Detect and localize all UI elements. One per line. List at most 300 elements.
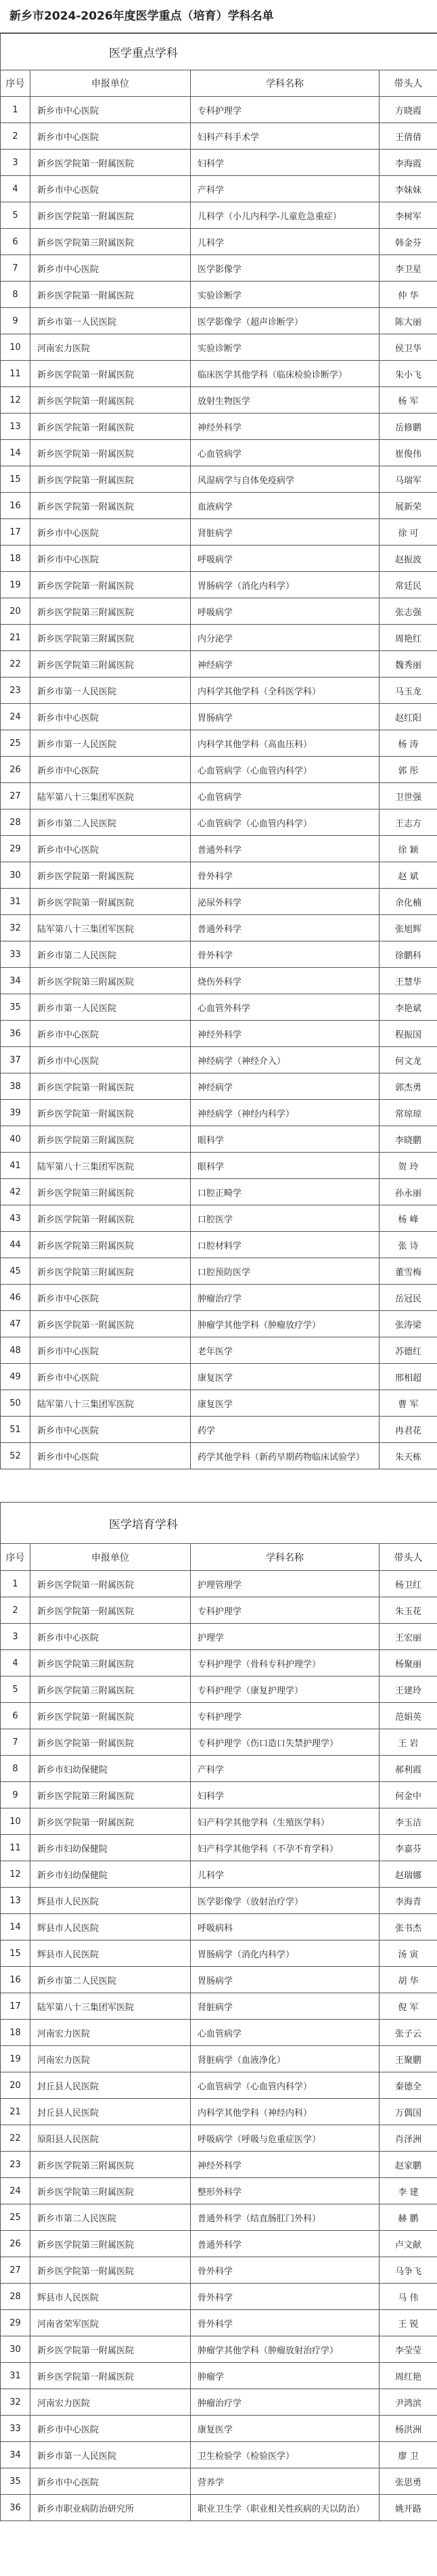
table-row: [1, 1993, 437, 2020]
cell-leader: 贺 玲: [380, 1153, 437, 1179]
section-title-row: [1, 34, 437, 70]
table-header-row: [1, 70, 437, 97]
cell-leader: 何金中: [380, 1782, 437, 1808]
cell-no: 49: [1, 1364, 30, 1390]
table-row: [1, 97, 437, 123]
header-leader: 带头人: [380, 70, 437, 97]
cell-leader: 李树军: [380, 202, 437, 229]
cell-leader: 杨卫红: [380, 1571, 437, 1597]
cell-unit: 新乡市中心医院: [30, 176, 191, 202]
cell-no: 33: [1, 941, 30, 968]
cell-leader: 张 诗: [380, 1232, 437, 1258]
cell-no: 31: [1, 889, 30, 915]
cell-leader: 周艳红: [380, 625, 437, 651]
cell-unit: 新乡医学院第三附属医院: [30, 968, 191, 994]
cell-leader: 郭 彤: [380, 757, 437, 783]
cell-name: 普通外科学: [191, 2231, 380, 2257]
table-row: [1, 2468, 437, 2495]
cell-leader: 秦德全: [380, 2072, 437, 2099]
table-row: [1, 176, 437, 202]
header-no: 序号: [1, 70, 30, 97]
cell-name: 呼吸病学（呼吸与危重症医学）: [191, 2125, 380, 2152]
cell-no: 45: [1, 1258, 30, 1285]
cell-unit: 辉县市人民医院: [30, 1914, 191, 1940]
cell-leader: 杨洪洲: [380, 2416, 437, 2442]
cell-unit: 新乡市第一人民医院: [30, 678, 191, 704]
cell-leader: 李莹莹: [380, 2336, 437, 2363]
cell-no: 2: [1, 123, 30, 150]
cell-leader: 李嘉芬: [380, 1835, 437, 1861]
cell-leader: 赵家鹏: [380, 2152, 437, 2178]
table-row: [1, 1073, 437, 1100]
table-row: [1, 1417, 437, 1443]
cell-unit: 新乡市第一人民医院: [30, 2442, 191, 2468]
table-row: [1, 1153, 437, 1179]
table-row: [1, 1390, 437, 1417]
cell-name: 专科护理学: [191, 1703, 380, 1729]
cell-leader: 徐 颖: [380, 836, 437, 862]
cell-name: 泌尿外科学: [191, 889, 380, 915]
cell-no: 27: [1, 2257, 30, 2284]
cell-unit: 新乡医学院第三附属医院: [30, 1258, 191, 1285]
cell-leader: 朱玉花: [380, 1597, 437, 1624]
cell-no: 3: [1, 150, 30, 176]
cell-leader: 姚开路: [380, 2495, 437, 2521]
cell-name: 神经外科学: [191, 1021, 380, 1047]
cell-unit: 河南宏力医院: [30, 2389, 191, 2416]
cell-name: 内科学其他学科（高血压科）: [191, 730, 380, 757]
cell-name: 妇科产科手术学: [191, 123, 380, 150]
cell-unit: 新乡医学院第三附属医院: [30, 1179, 191, 1205]
cell-unit: 新乡医学院第一附属医院: [30, 1205, 191, 1232]
cell-name: 专科护理学: [191, 97, 380, 123]
document-title: 新乡市2024-2026年度医学重点（培育）学科名单: [0, 0, 437, 33]
cell-no: 20: [1, 2072, 30, 2099]
cell-unit: 新乡市妇幼保健院: [30, 1756, 191, 1782]
table-row: [1, 1100, 437, 1126]
cell-leader: 李海霞: [380, 150, 437, 176]
cell-no: 35: [1, 994, 30, 1021]
cell-leader: 崔俊伟: [380, 440, 437, 466]
cell-name: 护理学: [191, 1624, 380, 1650]
cell-leader: 曹 军: [380, 1390, 437, 1417]
cell-unit: 封丘县人民医院: [30, 2099, 191, 2125]
cell-name: 医学影像学（放射治疗学）: [191, 1888, 380, 1914]
cell-no: 6: [1, 1703, 30, 1729]
table-row: [1, 150, 437, 176]
cell-name: 药学其他学科（新药早期药物临床试验学）: [191, 1443, 380, 1469]
cell-leader: 卫世强: [380, 783, 437, 809]
cell-leader: 卢文献: [380, 2231, 437, 2257]
cell-no: 51: [1, 1417, 30, 1443]
cell-unit: 新乡医学院第一附属医院: [30, 862, 191, 889]
cell-leader: 李海青: [380, 1888, 437, 1914]
cell-leader: 徐鹏科: [380, 941, 437, 968]
cell-leader: 陈大丽: [380, 308, 437, 334]
header-name: 学科名称: [191, 70, 380, 97]
cell-no: 12: [1, 1861, 30, 1888]
table-row: [1, 519, 437, 546]
table-row: [1, 414, 437, 440]
cell-name: 产科学: [191, 1756, 380, 1782]
cell-name: 心血管病学: [191, 2020, 380, 2046]
cell-no: 30: [1, 862, 30, 889]
cell-leader: 王倩倩: [380, 123, 437, 150]
cell-no: 17: [1, 519, 30, 546]
cell-no: 40: [1, 1126, 30, 1153]
cell-unit: 新乡医学院第三附属医院: [30, 1676, 191, 1703]
table-row: [1, 1676, 437, 1703]
cell-unit: 新乡医学院第一附属医院: [30, 2257, 191, 2284]
cell-name: 肾脏病学: [191, 519, 380, 546]
table-row: [1, 625, 437, 651]
cell-no: 29: [1, 2310, 30, 2336]
cell-name: 儿科学: [191, 229, 380, 255]
cell-leader: 王慧华: [380, 968, 437, 994]
table-row: [1, 202, 437, 229]
table-row: [1, 2336, 437, 2363]
cell-unit: 新乡医学院第一附属医院: [30, 493, 191, 519]
cell-name: 烧伤外科学: [191, 968, 380, 994]
table-row: [1, 1337, 437, 1364]
cell-leader: 李艳斌: [380, 994, 437, 1021]
cell-no: 3: [1, 1624, 30, 1650]
cell-name: 医学影像学: [191, 255, 380, 282]
table-header-row: [1, 1544, 437, 1571]
cell-unit: 新乡市中心医院: [30, 2416, 191, 2442]
cell-leader: 赫 鹏: [380, 2204, 437, 2231]
table-row: [1, 678, 437, 704]
cell-unit: 新乡医学院第一附属医院: [30, 466, 191, 493]
cell-no: 25: [1, 730, 30, 757]
cell-leader: 徐 可: [380, 519, 437, 546]
cell-name: 康复医学: [191, 2416, 380, 2442]
cell-leader: 郭杰勇: [380, 1073, 437, 1100]
cell-no: 5: [1, 1676, 30, 1703]
section-gap: [0, 1469, 437, 1502]
cell-name: 普通外科学: [191, 836, 380, 862]
cell-leader: 展新荣: [380, 493, 437, 519]
cell-no: 5: [1, 202, 30, 229]
table-row: [1, 1311, 437, 1337]
cell-no: 22: [1, 651, 30, 678]
cell-leader: 周红艳: [380, 2363, 437, 2389]
cell-unit: 新乡市第二人民医院: [30, 1967, 191, 1993]
cell-name: 骨外科学: [191, 2257, 380, 2284]
cell-name: 神经病学（神经介入）: [191, 1047, 380, 1073]
cell-no: 17: [1, 1993, 30, 2020]
cell-name: 儿科学（小儿内科学-儿童危急重症）: [191, 202, 380, 229]
cell-unit: 新乡医学院第一附属医院: [30, 2336, 191, 2363]
header-name: 学科名称: [191, 1544, 380, 1571]
cell-no: 32: [1, 915, 30, 941]
cell-no: 1: [1, 1571, 30, 1597]
cell-unit: 新乡市中心医院: [30, 1624, 191, 1650]
cell-no: 28: [1, 809, 30, 836]
cell-no: 23: [1, 2152, 30, 2178]
cell-unit: 新乡市中心医院: [30, 97, 191, 123]
table-row: [1, 1258, 437, 1285]
cell-unit: 新乡市第二人民医院: [30, 809, 191, 836]
cell-name: 康复医学: [191, 1364, 380, 1390]
cell-unit: 新乡市中心医院: [30, 1337, 191, 1364]
cell-unit: 河南省荣军医院: [30, 2310, 191, 2336]
cell-leader: 赵红阳: [380, 704, 437, 730]
cell-no: 15: [1, 1940, 30, 1967]
cell-name: 神经病学: [191, 1073, 380, 1100]
table-row: [1, 1808, 437, 1835]
cell-unit: 新乡市中心医院: [30, 1285, 191, 1311]
cell-no: 50: [1, 1390, 30, 1417]
table-row: [1, 2020, 437, 2046]
cell-name: 肾脏病学: [191, 1993, 380, 2020]
table-row: [1, 809, 437, 836]
cell-leader: 何文龙: [380, 1047, 437, 1073]
cell-no: 25: [1, 2204, 30, 2231]
cell-no: 41: [1, 1153, 30, 1179]
header-unit: 申报单位: [30, 70, 191, 97]
cell-unit: 新乡医学院第一附属医院: [30, 202, 191, 229]
table-row: [1, 651, 437, 678]
cell-no: 43: [1, 1205, 30, 1232]
cell-unit: 新乡市第二人民医院: [30, 941, 191, 968]
cell-unit: 新乡市中心医院: [30, 546, 191, 572]
cell-no: 12: [1, 387, 30, 414]
cell-name: 护理管理学: [191, 1571, 380, 1597]
cell-name: 职业卫生学（职业相关性疾病的天以防治）: [191, 2495, 380, 2521]
table-row: [1, 1782, 437, 1808]
cell-no: 19: [1, 572, 30, 598]
table-row: [1, 308, 437, 334]
cell-no: 39: [1, 1100, 30, 1126]
cell-no: 9: [1, 1782, 30, 1808]
cell-name: 内科学其他学科（神经内科）: [191, 2099, 380, 2125]
cell-no: 52: [1, 1443, 30, 1469]
table-row: [1, 1729, 437, 1756]
cell-leader: 张旭辉: [380, 915, 437, 941]
table-row: [1, 546, 437, 572]
cell-no: 23: [1, 678, 30, 704]
table-row: [1, 2125, 437, 2152]
table-row: [1, 598, 437, 625]
cell-leader: 廖 卫: [380, 2442, 437, 2468]
table-row: [1, 1205, 437, 1232]
cell-no: 16: [1, 493, 30, 519]
table-row: [1, 1967, 437, 1993]
cell-unit: 新乡市中心医院: [30, 1417, 191, 1443]
cell-unit: 新乡市中心医院: [30, 2468, 191, 2495]
table-row: [1, 915, 437, 941]
cell-name: 骨外科学: [191, 941, 380, 968]
key-disciplines-title: 医学重点学科: [1, 34, 437, 70]
cell-leader: 李 建: [380, 2178, 437, 2204]
cell-unit: 新乡医学院第三附属医院: [30, 1232, 191, 1258]
cell-leader: 李晓鹏: [380, 1126, 437, 1153]
cell-unit: 新乡市中心医院: [30, 123, 191, 150]
cell-no: 28: [1, 2284, 30, 2310]
cell-leader: 邢相超: [380, 1364, 437, 1390]
cell-unit: 新乡医学院第三附属医院: [30, 598, 191, 625]
cell-leader: 常琼琼: [380, 1100, 437, 1126]
cell-no: 24: [1, 2178, 30, 2204]
cell-name: 专科护理学（骨科专科护理学）: [191, 1650, 380, 1676]
cell-name: 肿瘤学: [191, 2363, 380, 2389]
table-row: [1, 1940, 437, 1967]
cell-name: 康复医学: [191, 1390, 380, 1417]
cell-leader: 董雪梅: [380, 1258, 437, 1285]
cell-leader: 岳冠民: [380, 1285, 437, 1311]
cell-unit: 新乡医学院第一附属医院: [30, 282, 191, 308]
cell-leader: 侯卫华: [380, 334, 437, 361]
cell-leader: 朱天栋: [380, 1443, 437, 1469]
section-title-row: [1, 1503, 437, 1544]
cell-leader: 赵 斌: [380, 862, 437, 889]
cell-unit: 新乡医学院第一附属医院: [30, 440, 191, 466]
cell-no: 21: [1, 625, 30, 651]
cell-no: 44: [1, 1232, 30, 1258]
table-row: [1, 836, 437, 862]
cell-unit: 辉县市人民医院: [30, 1888, 191, 1914]
cell-unit: 新乡医学院第三附属医院: [30, 625, 191, 651]
cell-leader: 肖泽洲: [380, 2125, 437, 2152]
cell-unit: 新乡医学院第三附属医院: [30, 1650, 191, 1676]
table-row: [1, 387, 437, 414]
cell-leader: 范娟英: [380, 1703, 437, 1729]
cell-unit: 新乡市第一人民医院: [30, 994, 191, 1021]
table-row: [1, 2442, 437, 2468]
cell-name: 专科护理学: [191, 1597, 380, 1624]
table-row: [1, 2389, 437, 2416]
cell-leader: 张思勇: [380, 2468, 437, 2495]
cell-name: 医学影像学（超声诊断学）: [191, 308, 380, 334]
cell-name: 妇产科学其他学科（生殖医学科）: [191, 1808, 380, 1835]
cell-no: 48: [1, 1337, 30, 1364]
cell-no: 16: [1, 1967, 30, 1993]
cell-unit: 新乡市中心医院: [30, 836, 191, 862]
table-row: [1, 466, 437, 493]
cell-unit: 新乡医学院第一附属医院: [30, 1311, 191, 1337]
cell-name: 血液病学: [191, 493, 380, 519]
cell-leader: 王 岩: [380, 1729, 437, 1756]
cell-leader: 方晓霞: [380, 97, 437, 123]
cell-unit: 新乡市中心医院: [30, 1047, 191, 1073]
table-row: [1, 2363, 437, 2389]
cell-name: 眼科学: [191, 1126, 380, 1153]
cell-unit: 新乡医学院第三附属医院: [30, 2152, 191, 2178]
cell-no: 8: [1, 1756, 30, 1782]
cell-no: 21: [1, 2099, 30, 2125]
cell-name: 实验诊断学: [191, 334, 380, 361]
cell-leader: 赵瑞娜: [380, 1861, 437, 1888]
table-row: [1, 2178, 437, 2204]
cell-unit: 河南宏力医院: [30, 2020, 191, 2046]
table-row: [1, 1232, 437, 1258]
table-row: [1, 968, 437, 994]
cell-name: 心血管病学（心血管内科学）: [191, 757, 380, 783]
cell-name: 老年医学: [191, 1337, 380, 1364]
cell-no: 6: [1, 229, 30, 255]
cell-unit: 新乡医学院第三附属医院: [30, 2231, 191, 2257]
cell-leader: 马争飞: [380, 2257, 437, 2284]
cell-no: 4: [1, 1650, 30, 1676]
table-row: [1, 1703, 437, 1729]
cell-unit: 辉县市人民医院: [30, 1940, 191, 1967]
cell-leader: 汤 寅: [380, 1940, 437, 1967]
cell-no: 18: [1, 2020, 30, 2046]
cell-unit: 新乡医学院第一附属医院: [30, 150, 191, 176]
cell-name: 神经病学: [191, 651, 380, 678]
cell-no: 24: [1, 704, 30, 730]
cell-unit: 新乡市第二人民医院: [30, 2204, 191, 2231]
cell-leader: 王建玲: [380, 1676, 437, 1703]
cell-unit: 封丘县人民医院: [30, 2072, 191, 2099]
cell-no: 34: [1, 2442, 30, 2468]
cell-leader: 余化楠: [380, 889, 437, 915]
cell-no: 32: [1, 2389, 30, 2416]
cell-unit: 新乡市职业病防治研究所: [30, 2495, 191, 2521]
cell-leader: 张涛梁: [380, 1311, 437, 1337]
table-row: [1, 941, 437, 968]
cell-unit: 陆军第八十三集团军医院: [30, 915, 191, 941]
table-row: [1, 1650, 437, 1676]
cell-name: 药学: [191, 1417, 380, 1443]
table-row: [1, 1861, 437, 1888]
cell-unit: 新乡医学院第一附属医院: [30, 1729, 191, 1756]
table-row: [1, 2152, 437, 2178]
cell-no: 42: [1, 1179, 30, 1205]
cell-leader: 孙永丽: [380, 1179, 437, 1205]
cell-unit: 新乡医学院第三附属医院: [30, 229, 191, 255]
cell-no: 31: [1, 2363, 30, 2389]
cell-unit: 新乡市第一人民医院: [30, 730, 191, 757]
cell-name: 心血管病学: [191, 440, 380, 466]
cell-leader: 李卫星: [380, 255, 437, 282]
cell-name: 临床医学其他学科（临床检验诊断学）: [191, 361, 380, 387]
cell-name: 肿瘤学其他学科（肿瘤放射治疗学）: [191, 2336, 380, 2363]
cell-leader: 杨 军: [380, 387, 437, 414]
cell-no: 37: [1, 1047, 30, 1073]
cell-name: 胃肠病学: [191, 1967, 380, 1993]
cell-leader: 万偶国: [380, 2099, 437, 2125]
table-row: [1, 862, 437, 889]
cell-no: 26: [1, 757, 30, 783]
cell-name: 胃肠病学（消化内科学）: [191, 1940, 380, 1967]
cell-leader: 郝利霞: [380, 1756, 437, 1782]
cultivated-disciplines-table: [0, 1502, 437, 2521]
cell-leader: 张志强: [380, 598, 437, 625]
cell-leader: 朱小飞: [380, 361, 437, 387]
cell-leader: 苏德红: [380, 1337, 437, 1364]
key-disciplines-table: [0, 33, 437, 1469]
table-row: [1, 2204, 437, 2231]
table-row: [1, 1179, 437, 1205]
cell-leader: 仲 华: [380, 282, 437, 308]
cell-name: 普通外科学（结直肠肛门外科）: [191, 2204, 380, 2231]
cell-no: 10: [1, 1808, 30, 1835]
table-row: [1, 2072, 437, 2099]
cell-name: 整形外科学: [191, 2178, 380, 2204]
cell-no: 13: [1, 414, 30, 440]
cell-unit: 新乡市中心医院: [30, 1364, 191, 1390]
cell-no: 11: [1, 1835, 30, 1861]
table-row: [1, 2257, 437, 2284]
cell-leader: 马 伟: [380, 2284, 437, 2310]
cell-name: 呼吸病学: [191, 546, 380, 572]
cell-unit: 陆军第八十三集团军医院: [30, 1993, 191, 2020]
cell-no: 36: [1, 2495, 30, 2521]
cell-leader: 张书杰: [380, 1914, 437, 1940]
cell-no: 11: [1, 361, 30, 387]
